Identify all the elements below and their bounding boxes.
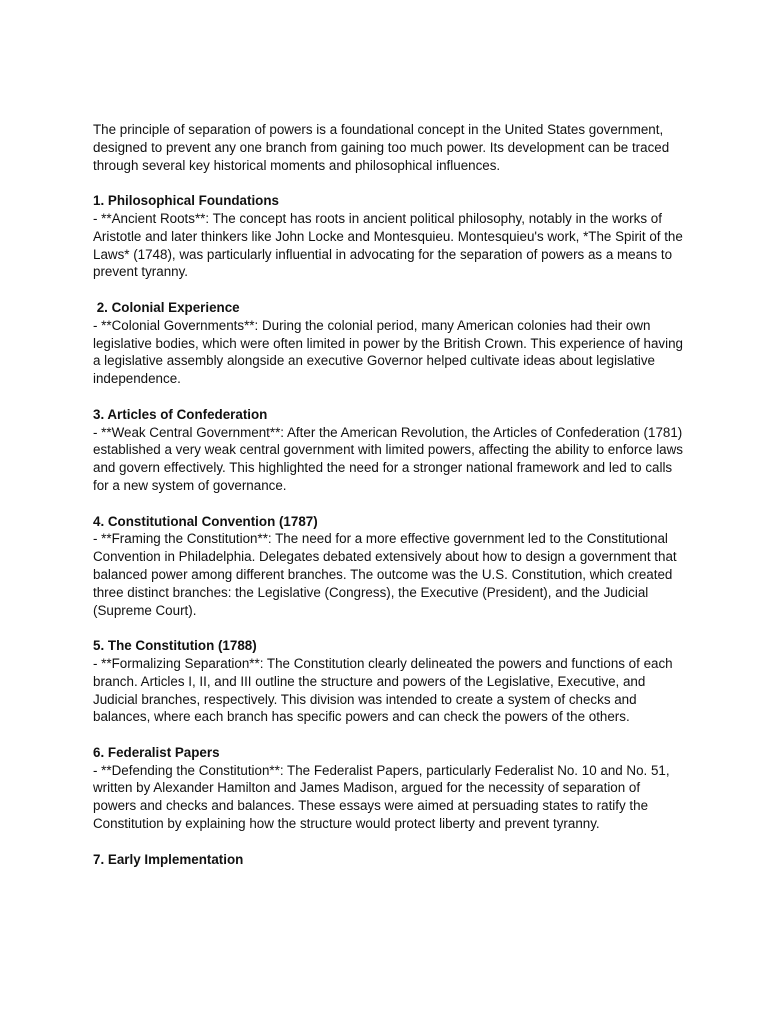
spacer: [93, 619, 683, 637]
section-heading-early-implementation: 7. Early Implementation: [93, 851, 244, 867]
section-body-colonial-experience: - **Colonial Governments**: During the colonial period, many American colonies had their own legislative bodies, which were often limited in power by the British Crown. This experience of having a legislative assembly alongside an executive Governor helped cultivate ideas about legislative independence.: [93, 317, 683, 387]
section-body-articles-of-confederation: - **Weak Central Government**: After the American Revolution, the Articles of Confederation (1781) established a very weak central government with limited powers, affecting the ability to enforce laws and govern effectively. This highlighted the need for a stronger national framework and led to calls for a new system of governance.: [93, 424, 683, 493]
spacer: [93, 174, 683, 192]
section-body-constitutional-convention: - **Framing the Constitution**: The need for a more effective government led to the Constitutional Convention in Philadelphia. Delegates debated extensively about how to design a government that balanced power among different branches. The outcome was the U.S. Constitution, which created three distinct branches: the Legislative (Congress), the Executive (President), and the Judicial (Supreme Court).: [93, 531, 677, 618]
section-heading-the-constitution: 5. The Constitution (1788): [93, 638, 257, 654]
section-heading-philosophical-foundations: 1. Philosophical Foundations: [93, 193, 279, 209]
section-heading-articles-of-confederation: 3. Articles of Confederation: [93, 406, 268, 422]
section-heading-constitutional-convention: 4. Constitutional Convention (1787): [93, 513, 318, 529]
section-heading-federalist-papers: 6. Federalist Papers: [93, 744, 220, 760]
spacer: [93, 495, 683, 513]
spacer: [93, 833, 683, 851]
spacer: [93, 388, 683, 406]
document-page: [93, 121, 683, 868]
section-body-the-constitution: - **Formalizing Separation**: The Constitution clearly delineated the powers and functions of each branch. Articles I, II, and III outline the structure and powers of the Legislative, Executive, and Judicial branches, respectively. This division was intended to create a system of checks and balances, where each branch has specific powers and can check the powers of the others.: [93, 655, 673, 725]
section-body-federalist-papers: - **Defending the Constitution**: The Federalist Papers, particularly Federalist No. 10 and No. 51, written by Alexander Hamilton and James Madison, argued for the necessity of separation of powers and checks and balances. These essays were aimed at persuading states to ratify the Constitution by explaining how the structure would protect liberty and prevent tyranny.: [93, 762, 670, 832]
intro-paragraph: The principle of separation of powers is a foundational concept in the United States government, designed to prevent any one branch from gaining too much power. Its development can be traced through several key historical moments and philosophical influences.: [93, 122, 670, 173]
spacer: [93, 726, 683, 744]
section-heading-colonial-experience: 2. Colonial Experience: [93, 299, 240, 315]
section-body-philosophical-foundations: - **Ancient Roots**: The concept has roots in ancient political philosophy, notably in the works of Aristotle and later thinkers like John Locke and Montesquieu. Montesquieu's work, *The Spirit of the Laws* (1748), was particularly influential in advocating for the separation of powers as a means to prevent tyranny.: [93, 210, 683, 280]
spacer: [93, 281, 683, 299]
